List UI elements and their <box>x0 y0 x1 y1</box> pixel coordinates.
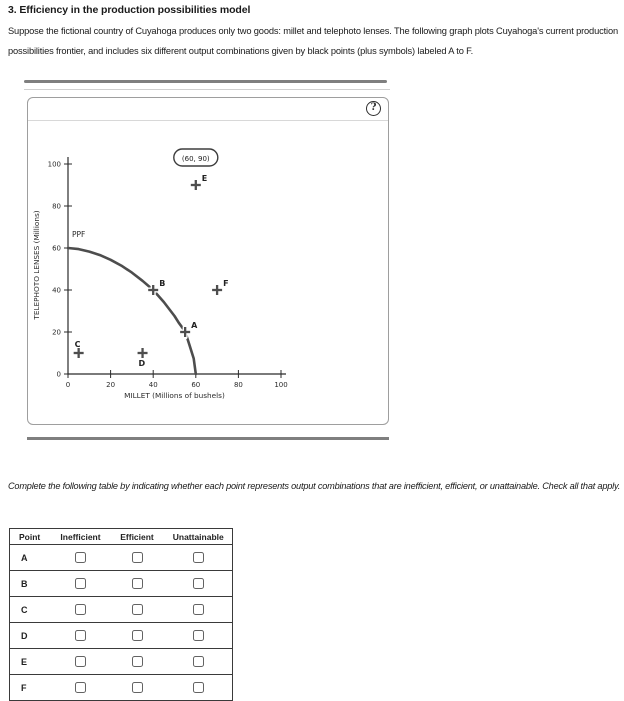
point-label-E: E <box>201 174 208 183</box>
divider-line-thin <box>24 89 390 90</box>
checkbox-efficient-F[interactable] <box>132 682 143 693</box>
point-cell-C: C <box>21 604 28 615</box>
x-tick-label: 80 <box>233 381 243 389</box>
graph-card <box>27 97 389 425</box>
y-tick-label: 60 <box>52 244 61 253</box>
ppf-chart <box>28 121 388 425</box>
y-tick-label: 0 <box>56 370 61 379</box>
point-marker-F[interactable] <box>212 285 222 295</box>
x-tick-label: 20 <box>106 381 116 389</box>
page-title: 3. Efficiency in the production possibilities model <box>8 4 251 16</box>
answer-table <box>9 528 233 701</box>
graph-card-header <box>28 98 388 121</box>
checkbox-efficient-C[interactable] <box>132 604 143 615</box>
x-tick-label: 40 <box>148 381 158 389</box>
intro-text: Suppose the fictional country of Cuyahoga produces only two goods: millet and telephoto lenses. The following graph plots Cuyahoga's current production possibilities frontier, and includes six different output combinations given by black points (plus symbols) labeled A to F. <box>8 26 618 56</box>
point-cell-A: A <box>21 552 28 563</box>
y-tick-label: 40 <box>52 286 61 295</box>
checkbox-inefficient-A[interactable] <box>75 552 86 563</box>
table-row-F <box>10 675 233 701</box>
y-tick-label: 100 <box>47 160 61 169</box>
x-tick-label: 60 <box>191 381 201 389</box>
y-tick-label: 20 <box>52 328 61 337</box>
table-row-B <box>10 571 233 597</box>
x-tick-label: 0 <box>65 381 71 389</box>
ppf-curve <box>68 248 196 374</box>
table-row-D <box>10 623 233 649</box>
y-tick-label: 80 <box>52 202 61 211</box>
instruction-text: Complete the following table by indicating whether each point represents output combinations that are inefficient, efficient, or unattainable. Check all that apply. <box>8 481 621 491</box>
checkbox-inefficient-F[interactable] <box>75 682 86 693</box>
checkbox-unattainable-F[interactable] <box>193 682 204 693</box>
checkbox-unattainable-C[interactable] <box>193 604 204 615</box>
checkbox-unattainable-E[interactable] <box>193 656 204 667</box>
checkbox-efficient-E[interactable] <box>132 656 143 667</box>
point-label-A: A <box>191 321 198 330</box>
column-header-inefficient: Inefficient <box>60 531 101 542</box>
point-marker-C[interactable] <box>74 348 84 358</box>
checkbox-unattainable-A[interactable] <box>193 552 204 563</box>
point-cell-D: D <box>21 630 28 641</box>
column-header-unattainable: Unattainable <box>172 531 224 542</box>
checkbox-unattainable-D[interactable] <box>193 630 204 641</box>
divider-bar-top <box>24 80 387 83</box>
table-row-C <box>10 597 233 623</box>
point-cell-B: B <box>21 578 28 589</box>
checkbox-efficient-D[interactable] <box>132 630 143 641</box>
checkbox-inefficient-D[interactable] <box>75 630 86 641</box>
checkbox-inefficient-E[interactable] <box>75 656 86 667</box>
point-marker-E[interactable] <box>191 180 201 190</box>
coordinate-tooltip-text: (60, 90) <box>181 155 210 163</box>
x-tick-label: 100 <box>274 381 288 389</box>
y-axis-title: TELEPHOTO LENSES (Millions) <box>32 210 41 320</box>
point-marker-D[interactable] <box>138 348 148 358</box>
point-label-B: B <box>159 279 166 288</box>
x-axis-title: MILLET (Millions of bushels) <box>124 391 225 400</box>
point-label-F: F <box>223 279 229 288</box>
point-cell-E: E <box>21 656 28 667</box>
checkbox-inefficient-B[interactable] <box>75 578 86 589</box>
table-row-E <box>10 649 233 675</box>
column-header-point: Point <box>19 531 41 542</box>
point-label-D: D <box>138 359 146 368</box>
checkbox-unattainable-B[interactable] <box>193 578 204 589</box>
checkbox-efficient-A[interactable] <box>132 552 143 563</box>
ppf-curve-label: PPF <box>72 230 86 239</box>
point-cell-F: F <box>21 682 27 693</box>
checkbox-efficient-B[interactable] <box>132 578 143 589</box>
help-icon[interactable]: ? <box>366 101 381 116</box>
table-row-A <box>10 545 233 571</box>
point-label-C: C <box>74 340 81 349</box>
column-header-efficient: Efficient <box>120 531 154 542</box>
divider-bar-bottom <box>27 437 389 440</box>
table-header-row <box>10 529 233 545</box>
checkbox-inefficient-C[interactable] <box>75 604 86 615</box>
